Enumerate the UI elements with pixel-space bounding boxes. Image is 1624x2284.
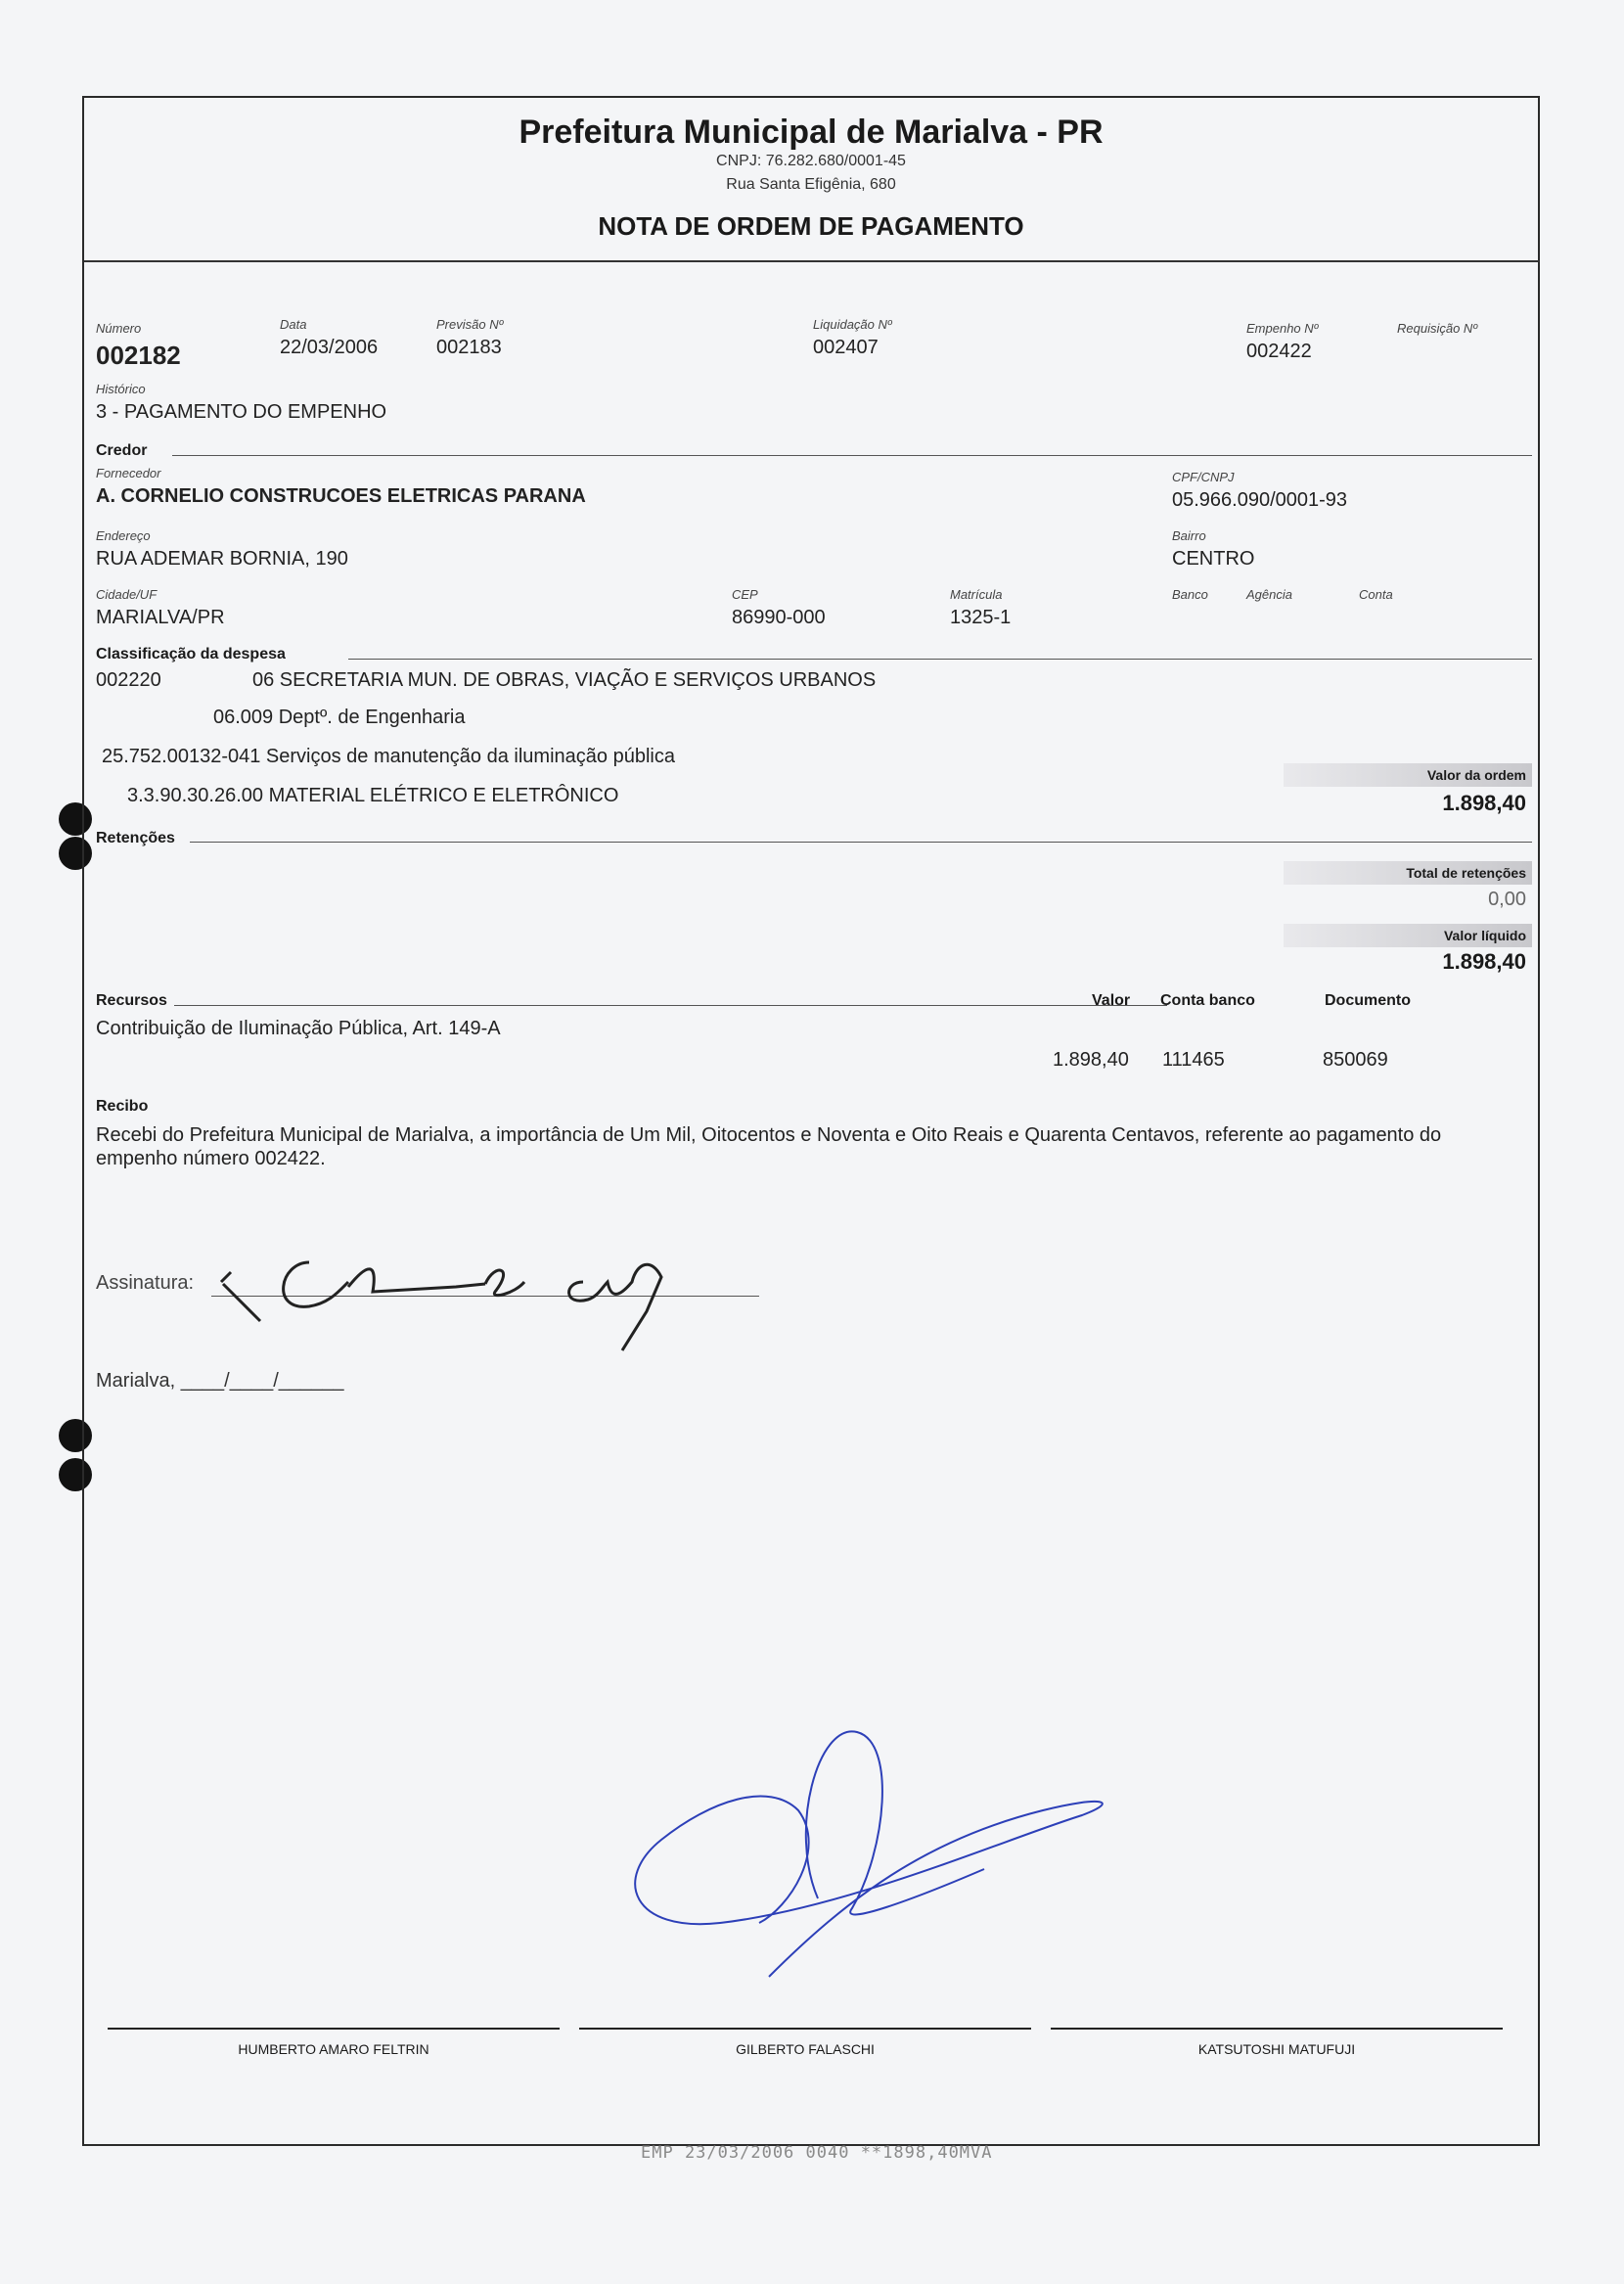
recibo-section: Recibo: [96, 1098, 149, 1115]
bairro-label: Bairro: [1172, 528, 1206, 543]
assinatura-label: Assinatura:: [96, 1272, 195, 1294]
recursos-valor: 1.898,40: [1053, 1049, 1129, 1071]
agencia-label: Agência: [1246, 587, 1292, 602]
recursos-documento: 850069: [1323, 1049, 1388, 1071]
requisicao-label: Requisição Nº: [1397, 321, 1478, 336]
banco-label: Banco: [1172, 587, 1208, 602]
document-frame: [82, 96, 1540, 2146]
document-title: NOTA DE ORDEM DE PAGAMENTO: [598, 211, 1024, 241]
numero-label: Número: [96, 321, 142, 336]
classificacao-secretaria: 06 SECRETARIA MUN. DE OBRAS, VIAÇÃO E SERVIÇOS URBANOS: [252, 669, 877, 691]
conta-label: Conta: [1359, 587, 1393, 602]
cep-label: CEP: [732, 587, 758, 602]
previsao-value: 002183: [436, 337, 502, 358]
cep-value: 86990-000: [732, 607, 826, 628]
signatario-3: KATSUTOSHI MATUFUJI: [1197, 2041, 1356, 2057]
recursos-descricao: Contribuição de Iluminação Pública, Art. 149-A: [96, 1018, 501, 1039]
previsao-label: Previsão Nº: [436, 317, 504, 332]
retencoes-section: Retenções: [96, 830, 175, 846]
header-divider: [84, 260, 1540, 262]
data-value: 22/03/2006: [280, 337, 379, 358]
credor-divider: [172, 455, 1532, 456]
total-retencoes-value: 0,00: [1488, 889, 1526, 910]
recursos-section: Recursos: [96, 992, 167, 1009]
cpf-value: 05.966.090/0001-93: [1172, 489, 1348, 511]
classificacao-code: 002220: [96, 669, 161, 691]
liquidacao-label: Liquidação Nº: [813, 317, 892, 332]
recibo-text: Recebi do Prefeitura Municipal de Marialva, a importância de Um Mil, Oitocentos e Noventa e Oito Reais e Quarenta Centavos, referente ao pagamento do empenho número 002422.: [96, 1124, 1442, 1169]
cpf-label: CPF/CNPJ: [1172, 470, 1235, 484]
liquidacao-value: 002407: [813, 337, 879, 358]
valor-ordem-value: 1.898,40: [1442, 791, 1526, 815]
recursos-conta-banco: 111465: [1162, 1049, 1225, 1071]
classificacao-departamento: 06.009 Deptº. de Engenharia: [213, 707, 466, 728]
valor-liquido-value: 1.898,40: [1442, 949, 1526, 974]
data-label: Data: [280, 317, 307, 332]
valor-ordem-label: Valor da ordem: [1426, 767, 1526, 783]
bairro-value: CENTRO: [1172, 548, 1255, 570]
classificacao-divider: [348, 659, 1532, 660]
cidade-label: Cidade/UF: [96, 587, 158, 602]
header-address: Rua Santa Efigênia, 680: [726, 176, 896, 193]
endereco-label: Endereço: [96, 528, 151, 543]
matricula-label: Matrícula: [950, 587, 1003, 602]
fornecedor-label: Fornecedor: [96, 466, 161, 480]
numero-value: 002182: [96, 341, 181, 370]
signature-line-1: [108, 2028, 560, 2030]
recursos-valor-label: Valor: [1092, 992, 1131, 1009]
historico-value: 3 - PAGAMENTO DO EMPENHO: [96, 401, 387, 423]
handwritten-signature-receipt: [202, 1223, 769, 1360]
signatario-1: HUMBERTO AMARO FELTRIN: [238, 2041, 429, 2057]
header-cnpj: CNPJ: 76.282.680/0001-45: [716, 153, 906, 169]
historico-label: Histórico: [96, 382, 146, 396]
classificacao-elemento: 3.3.90.30.26.00 MATERIAL ELÉTRICO E ELETRÔNICO: [127, 785, 619, 806]
recursos-documento-label: Documento: [1325, 992, 1411, 1009]
total-retencoes-label: Total de retenções: [1406, 865, 1526, 881]
valor-liquido-label: Valor líquido: [1443, 928, 1526, 943]
fornecedor-value: A. CORNELIO CONSTRUCOES ELETRICAS PARANA: [96, 485, 586, 507]
header-title: Prefeitura Municipal de Marialva - PR: [519, 114, 1104, 151]
recursos-conta-banco-label: Conta banco: [1160, 992, 1255, 1009]
classificacao-programa: 25.752.00132-041 Serviços de manutenção da iluminação pública: [102, 746, 675, 767]
retencoes-divider: [190, 842, 1532, 843]
cidade-value: MARIALVA/PR: [96, 607, 225, 628]
credor-section: Credor: [96, 442, 148, 459]
local-data: Marialva, ____/____/______: [96, 1370, 344, 1392]
bank-stamp: EMP 23/03/2006 0040 **1898,40MVA: [641, 2143, 993, 2163]
classificacao-section: Classificação da despesa: [96, 646, 286, 662]
endereco-value: RUA ADEMAR BORNIA, 190: [96, 548, 348, 570]
recursos-divider: [174, 1005, 1167, 1006]
empenho-value: 002422: [1246, 341, 1312, 362]
signatario-2: GILBERTO FALASCHI: [736, 2041, 875, 2057]
signature-line-2: [579, 2028, 1031, 2030]
empenho-label: Empenho Nº: [1246, 321, 1319, 336]
signature-line-3: [1051, 2028, 1503, 2030]
blue-signature: [593, 1703, 1141, 2006]
matricula-value: 1325-1: [950, 607, 1012, 628]
